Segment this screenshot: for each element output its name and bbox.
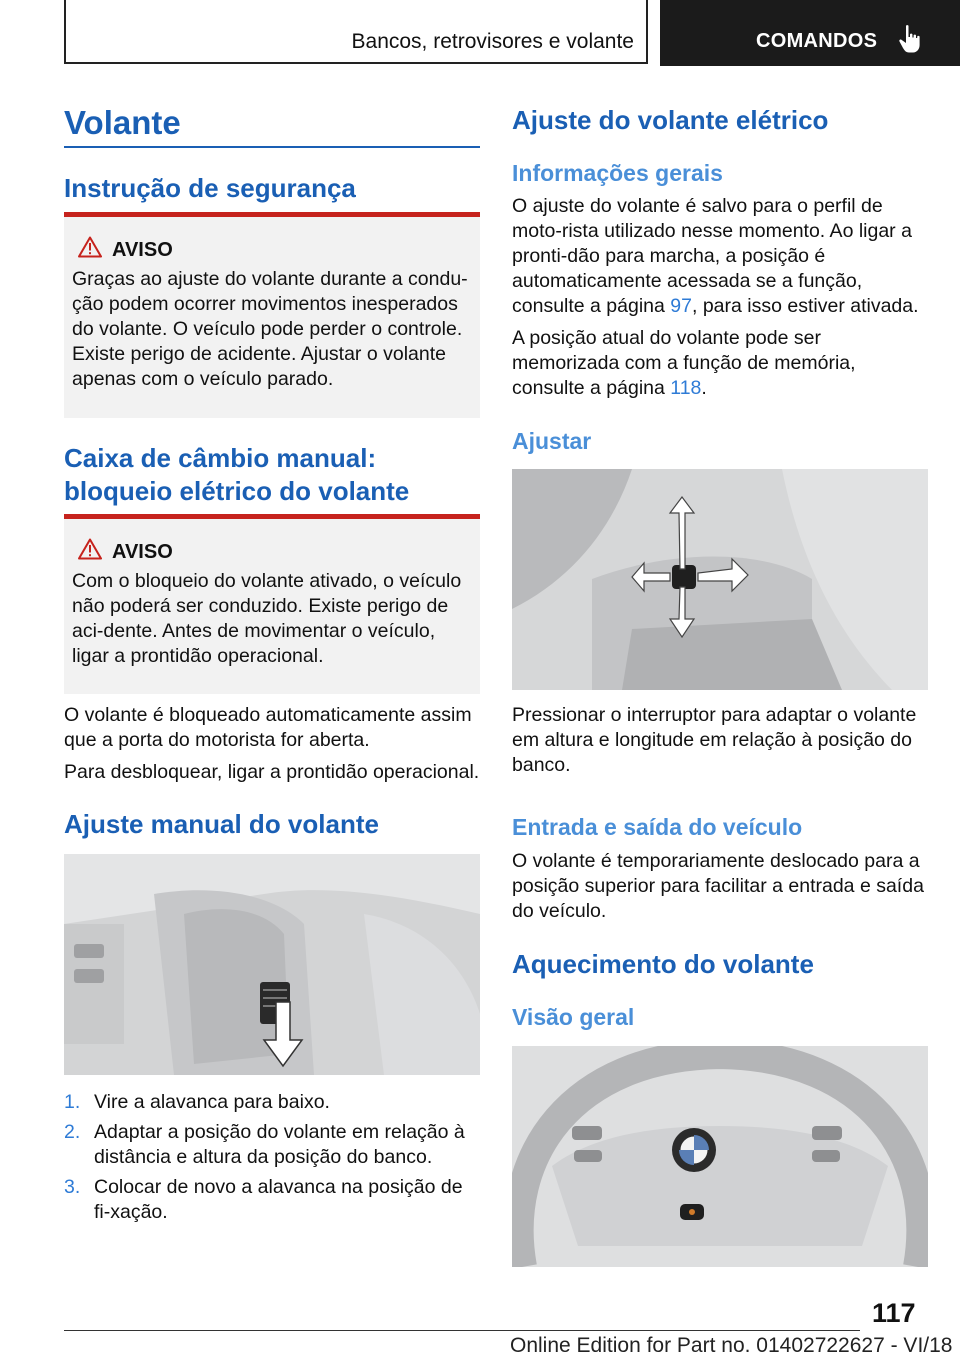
- warning-label: AVISO: [112, 541, 173, 563]
- list-number: 1.: [64, 1091, 81, 1113]
- manual-adjust-heading: Ajuste manual do volante: [64, 809, 379, 839]
- warning-text: Graças ao ajuste do volante durante a condu-ção podem ocorrer movimentos inesperados do volante. O veículo pode perder o controle. Existe perigo de acidente. Ajustar o volante apenas com o veículo parado.: [72, 268, 468, 390]
- page-header: [0, 0, 960, 66]
- list-number: 2.: [64, 1121, 81, 1143]
- steering-wheel-photo: [512, 1046, 928, 1267]
- manual-lever-illustration: [64, 854, 480, 1075]
- lock-paragraph: O volante é bloqueado automaticamente assim que a porta do motorista for aberta.: [64, 704, 472, 751]
- page-title: Volante: [64, 104, 181, 141]
- general-info-heading: Informações gerais: [512, 160, 723, 186]
- manual-lever-photo: [64, 854, 480, 1075]
- title-underline: [64, 146, 480, 148]
- chapter-title: Bancos, retrovisores e volante: [351, 30, 634, 53]
- list-text: Adaptar a posição do volante em relação à distância e altura da posição do banco.: [94, 1121, 465, 1168]
- section-tab: [660, 0, 960, 66]
- electric-adjust-heading: Ajuste do volante elétrico: [512, 105, 829, 135]
- general-paragraph-2: A posição atual do volante pode ser memorizada com a função de memória, consulte a página 118.: [512, 327, 856, 399]
- steering-wheel-illustration: [512, 1046, 928, 1267]
- overview-heading: Visão geral: [512, 1004, 635, 1030]
- entry-exit-paragraph: O volante é temporariamente deslocado para a posição superior para facilitar a entrada e saída do veículo.: [512, 850, 924, 922]
- list-text: Vire a alavanca para baixo.: [94, 1091, 330, 1113]
- electric-switch-photo: [512, 469, 928, 690]
- safety-heading: Instrução de segurança: [64, 173, 356, 203]
- entry-exit-heading: Entrada e saída do veículo: [512, 814, 803, 840]
- warning-box-1: [64, 212, 480, 418]
- electric-switch-illustration: [512, 469, 928, 690]
- adjust-heading: Ajustar: [512, 428, 592, 454]
- warning-text: Com o bloqueio do volante ativado, o veículo não poderá ser conduzido. Existe perigo de aci-dente. Antes de movimentar o veículo, ligar a prontidão operacional.: [72, 570, 462, 667]
- edition-text: Online Edition for Part no. 01402722627 - VI/18: [510, 1334, 953, 1357]
- warning-box-2: [64, 514, 480, 694]
- section-title: COMANDOS: [756, 30, 878, 52]
- page-link-118[interactable]: 118: [670, 377, 702, 399]
- general-paragraph-1: O ajuste do volante é salvo para o perfil de moto-rista utilizado nesse momento. Ao ligar a pronti-dão para marcha, a posição é automaticamente acessada se a função, consulte a página 97, para isso estiver ativada.: [512, 195, 919, 317]
- unlock-paragraph: Para desbloquear, ligar a prontidão operacional.: [64, 761, 480, 783]
- heating-heading: Aquecimento do volante: [512, 949, 814, 979]
- footer-rule: [64, 1330, 860, 1331]
- chapter-tab: [64, 0, 648, 64]
- warning-triangle-icon: [78, 236, 102, 258]
- page-number: 117: [872, 1298, 916, 1328]
- warning-triangle-icon: [78, 538, 102, 560]
- gearbox-heading: Caixa de câmbio manual: bloqueio elétrico do volante: [64, 443, 410, 506]
- page-link-97[interactable]: 97: [670, 295, 692, 317]
- warning-label: AVISO: [112, 239, 173, 261]
- list-number: 3.: [64, 1176, 81, 1198]
- pointing-hand-icon: [898, 24, 922, 54]
- list-text: Colocar de novo a alavanca na posição de fi-xação.: [94, 1176, 463, 1223]
- adjust-paragraph: Pressionar o interruptor para adaptar o volante em altura e longitude em relação à posição do banco.: [512, 704, 917, 776]
